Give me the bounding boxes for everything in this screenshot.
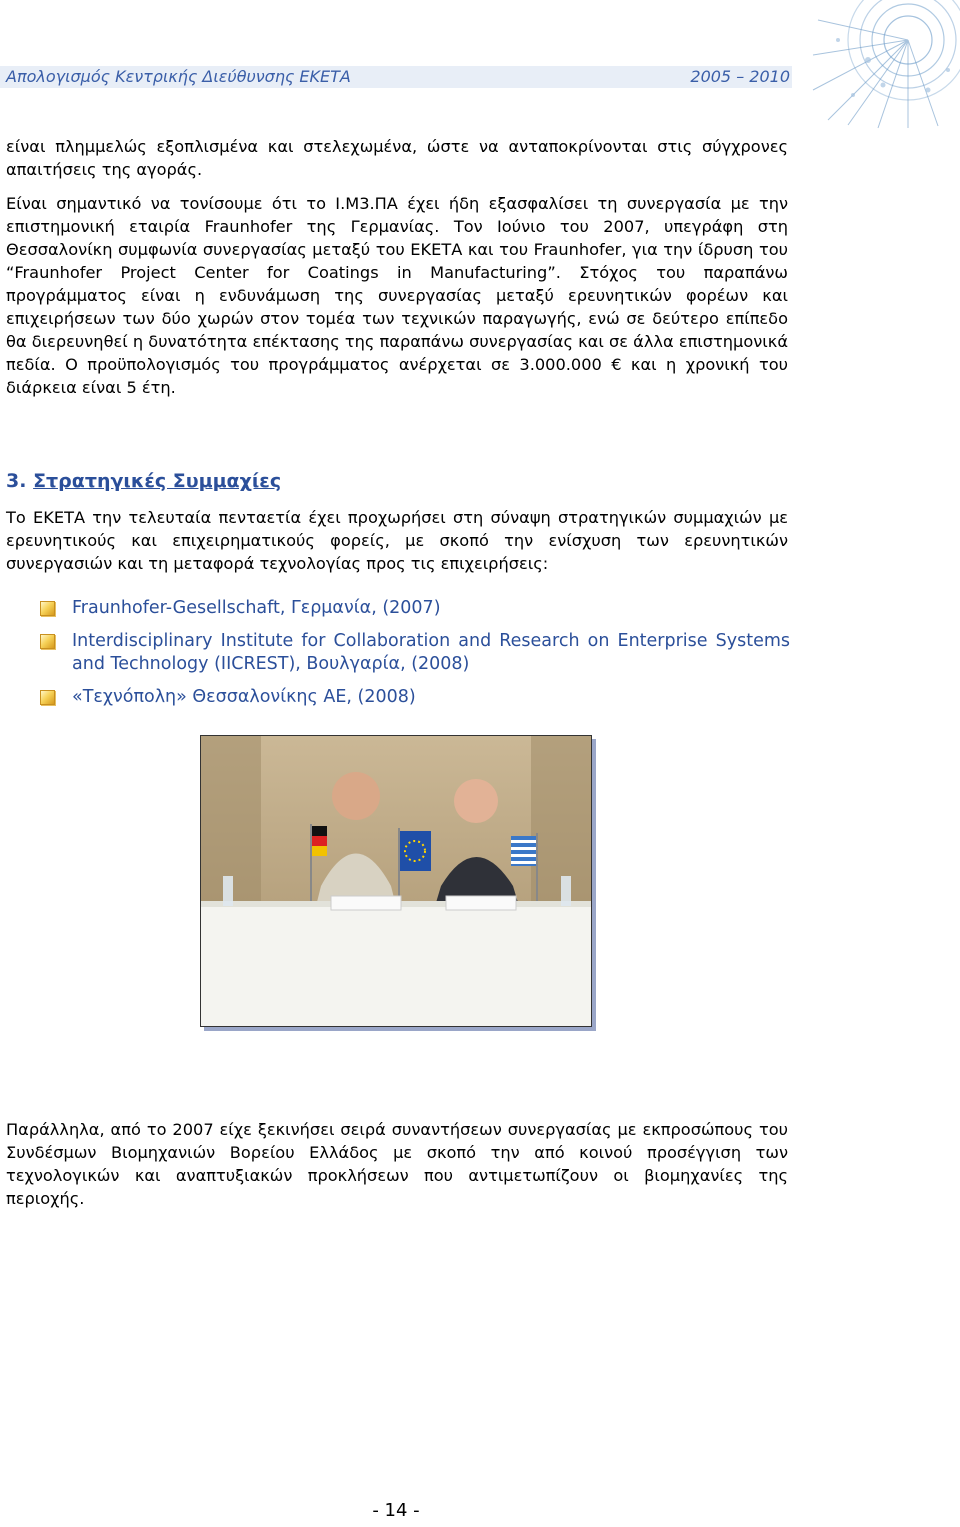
list-item: [40, 630, 790, 676]
signing-ceremony-photo: [200, 735, 592, 1027]
closing-text: [6, 1118, 788, 1210]
bullet-square-icon: [40, 690, 55, 705]
section-number: 3.: [6, 470, 27, 492]
decorative-ornament-icon: [808, 0, 960, 130]
alliance-fraunhofer: Fraunhofer-Gesellschaft, Γερμανία, (2007): [72, 598, 441, 618]
page-number: - 14 -: [372, 1500, 420, 1521]
paragraph-fraunhofer: Είναι σημαντικό να τονίσουμε ότι το Ι.Μ3.ΠΑ έχει ήδη εξασφαλίσει τη συνεργασία με την επιστημονική εταιρία Fraunhofer της Γερμανίας. Τον Ιούνιο του 2007, υπεγράφη στη Θεσσαλονίκη συμφωνία συνεργασίας μεταξύ του ΕΚΕΤΑ και του Fraunhofer, για την ίδρυση του “Fraunhofer Project Center for Coatings in Manufacturing”. Στόχος του παραπάνω προγράμματος είναι η ενδυνάμωση της συνεργασίας μεταξύ ερευνητικών φορέων και επιχειρήσεων των δύο χωρών στον τομέα των τεχνικών παραγωγής, ενώ σε δεύτερο επίπεδο θα διερευνηθεί η δυνατότητα επέκτασης της παραπάνω συνεργασίας και σε άλλα επιστημονικά πεδία. Ο προϋπολογισμός του προγράμματος ανέρχεται σε 3.000.000 € και η χρονική του διάρκεια είναι 5 έτη.: [6, 194, 788, 397]
intro-text: [6, 135, 788, 399]
alliance-iicrest: Interdisciplinary Institute for Collaboration and Research on Enterprise Systems and Technology (IICREST), Βουλγαρία, (2008): [72, 631, 790, 674]
alliance-technopolis: «Τεχνόπολη» Θεσσαλονίκης ΑΕ, (2008): [72, 687, 416, 707]
paragraph-alliances-intro: Το ΕΚΕΤΑ την τελευταία πενταετία έχει προχωρήσει στη σύναψη στρατηγικών συμμαχιών με ερευνητικούς και επιχειρηματικούς φορείς, με σκοπό την ενίσχυση των ερευνητικών συνεργασιών και τη μεταφορά τεχνολογίας προς τις επιχειρήσεις:: [6, 508, 788, 573]
alliances-list: [40, 597, 790, 719]
section-title: Στρατηγικές Συμμαχίες: [33, 470, 282, 492]
section-intro: [6, 506, 788, 575]
bullet-square-icon: [40, 601, 55, 616]
section-heading: [6, 470, 281, 492]
list-item: [40, 686, 790, 709]
list-item: [40, 597, 790, 620]
header-title: Απολογισμός Κεντρικής Διεύθυνσης ΕΚΕΤΑ: [6, 67, 351, 86]
paragraph-industry-meetings: Παράλληλα, από το 2007 είχε ξεκινήσει σειρά συναντήσεων συνεργασίας με εκπροσώπους του Συνδέσμων Βιομηχανιών Βορείου Ελλάδος με σκοπό την από κοινού προσέγγιση των τεχνολογικών και αναπτυξιακών προκλήσεων που αντιμετωπίζουν οι βιομηχανίες της περιοχής.: [6, 1120, 788, 1208]
paragraph-equipment: είναι πλημμελώς εξοπλισμένα και στελεχωμένα, ώστε να ανταποκρίνονται στις σύγχρονες απαιτήσεις της αγοράς.: [6, 137, 788, 179]
bullet-square-icon: [40, 634, 55, 649]
header-period: 2005 – 2010: [690, 67, 790, 86]
